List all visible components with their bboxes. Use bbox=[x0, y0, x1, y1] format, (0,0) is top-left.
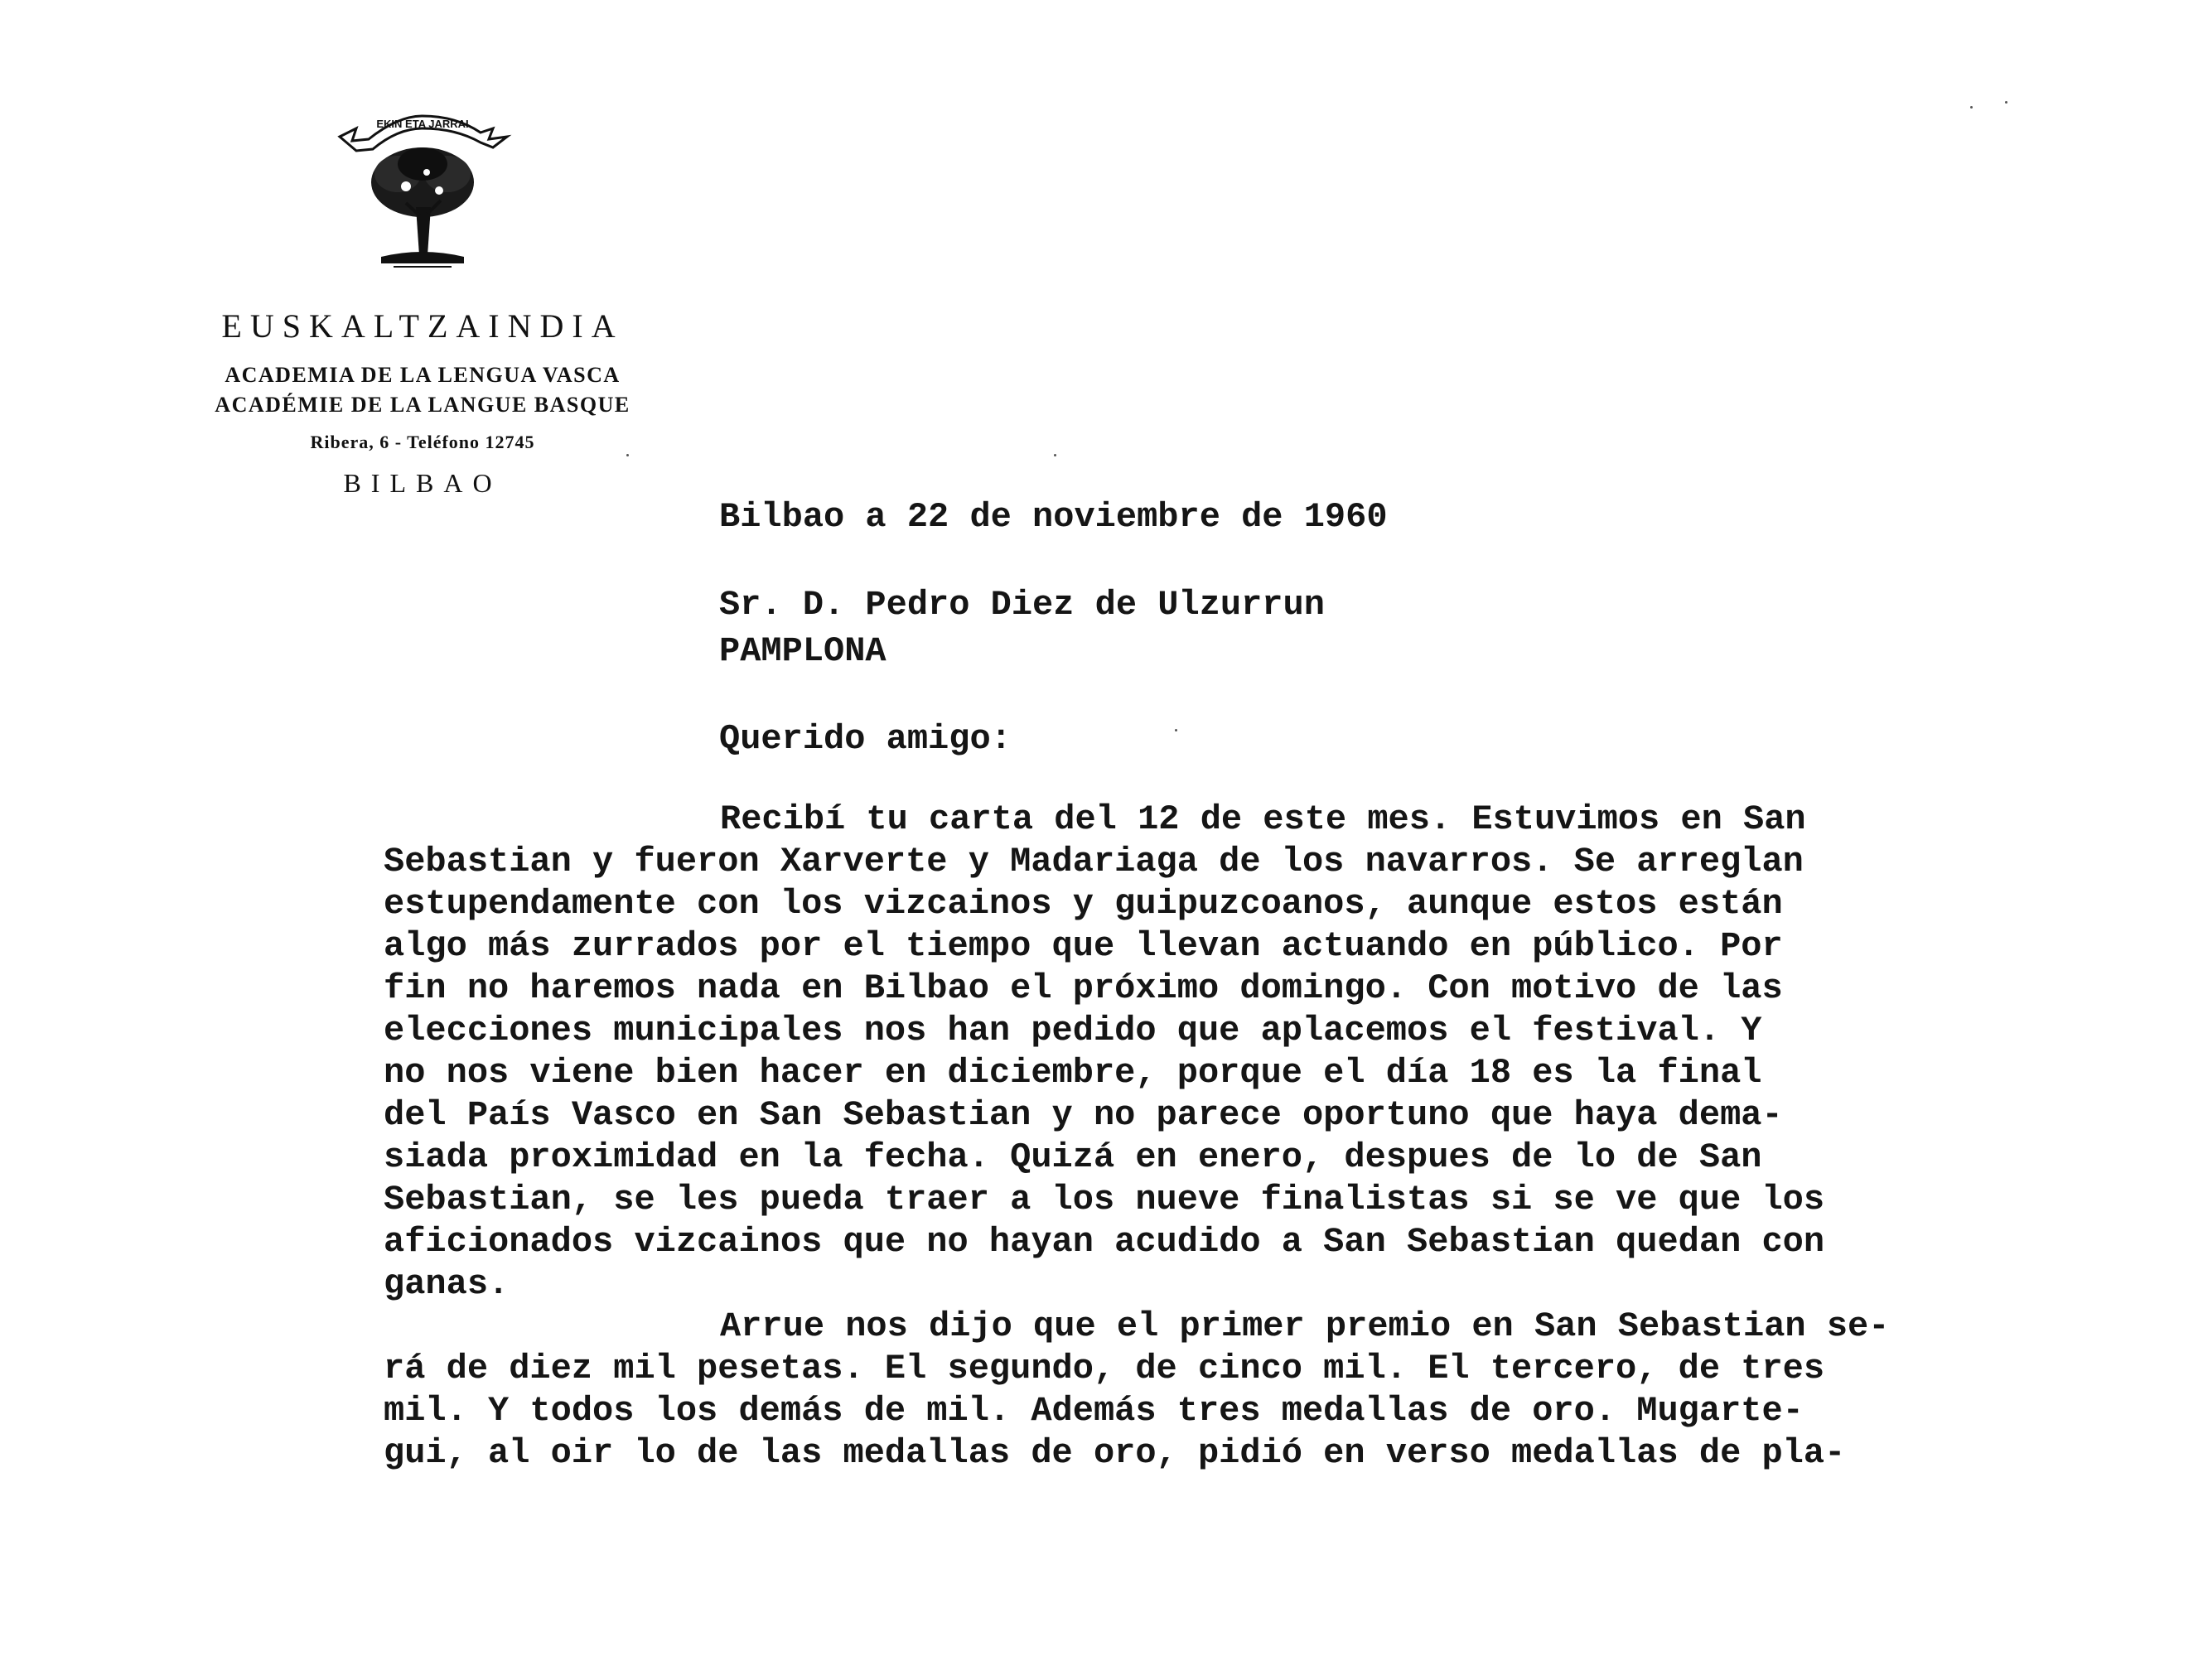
body-line: Recibí tu carta del 12 de este mes. Estuvimos en San bbox=[720, 799, 1806, 839]
body-line: algo más zurrados por el tiempo que llevan actuando en público. Por bbox=[384, 926, 1783, 966]
paragraph-1 bbox=[384, 799, 2140, 1306]
scan-speck bbox=[1970, 106, 1973, 109]
paragraph-2 bbox=[384, 1306, 2140, 1475]
motto-text: EKIN ETA JARRAI bbox=[376, 118, 469, 130]
body-line: Arrue nos dijo que el primer premio en San Sebastian se- bbox=[720, 1306, 1890, 1346]
body-line: elecciones municipales nos han pedido que aplacemos el festival. Y bbox=[384, 1011, 1762, 1050]
org-subtitle-french: ACADÉMIE DE LA LANGUE BASQUE bbox=[215, 393, 630, 417]
letter-salutation: Querido amigo: bbox=[719, 719, 1012, 759]
letter-addressee: Sr. D. Pedro Diez de Ulzurrun bbox=[719, 585, 1325, 625]
body-line: aficionados vizcainos que no hayan acudido a San Sebastian quedan con bbox=[384, 1222, 1825, 1262]
oak-tree-emblem-icon bbox=[323, 91, 522, 273]
body-line: Sebastian, se les pueda traer a los nueve finalistas si se ve que los bbox=[384, 1180, 1825, 1219]
body-line: no nos viene bien hacer en diciembre, porque el día 18 es la final bbox=[384, 1053, 1762, 1093]
body-line: estupendamente con los vizcainos y guipuzcoanos, aunque estos están bbox=[384, 884, 1783, 924]
body-line: rá de diez mil pesetas. El segundo, de cinco mil. El tercero, de tres bbox=[384, 1349, 1825, 1388]
org-city: BILBAO bbox=[343, 468, 502, 498]
scan-speck bbox=[1054, 454, 1056, 456]
letter-addressee-city: PAMPLONA bbox=[719, 631, 887, 671]
scan-speck bbox=[2005, 101, 2007, 104]
org-subtitle-spanish: ACADEMIA DE LA LENGUA VASCA bbox=[225, 363, 621, 387]
letterhead bbox=[166, 91, 679, 499]
letter-body bbox=[384, 799, 2140, 1475]
org-name: EUSKALTZAINDIA bbox=[221, 307, 624, 345]
scan-speck bbox=[626, 454, 629, 456]
body-line: ganas. bbox=[384, 1264, 510, 1304]
body-line: del País Vasco en San Sebastian y no parece oportuno que haya dema- bbox=[384, 1095, 1783, 1135]
scan-speck bbox=[1175, 729, 1177, 731]
body-line: fin no haremos nada en Bilbao el próximo domingo. Con motivo de las bbox=[384, 968, 1783, 1008]
org-address: Ribera, 6 - Teléfono 12745 bbox=[310, 432, 535, 452]
body-line: Sebastian y fueron Xarverte y Madariaga de los navarros. Se arreglan bbox=[384, 842, 1804, 881]
body-line: mil. Y todos los demás de mil. Además tres medallas de oro. Mugarte- bbox=[384, 1391, 1804, 1431]
body-line: gui, al oir lo de las medallas de oro, pidió en verso medallas de pla- bbox=[384, 1433, 1846, 1473]
body-line: siada proximidad en la fecha. Quizá en enero, despues de lo de San bbox=[384, 1137, 1762, 1177]
letter-date: Bilbao a 22 de noviembre de 1960 bbox=[719, 497, 1388, 537]
